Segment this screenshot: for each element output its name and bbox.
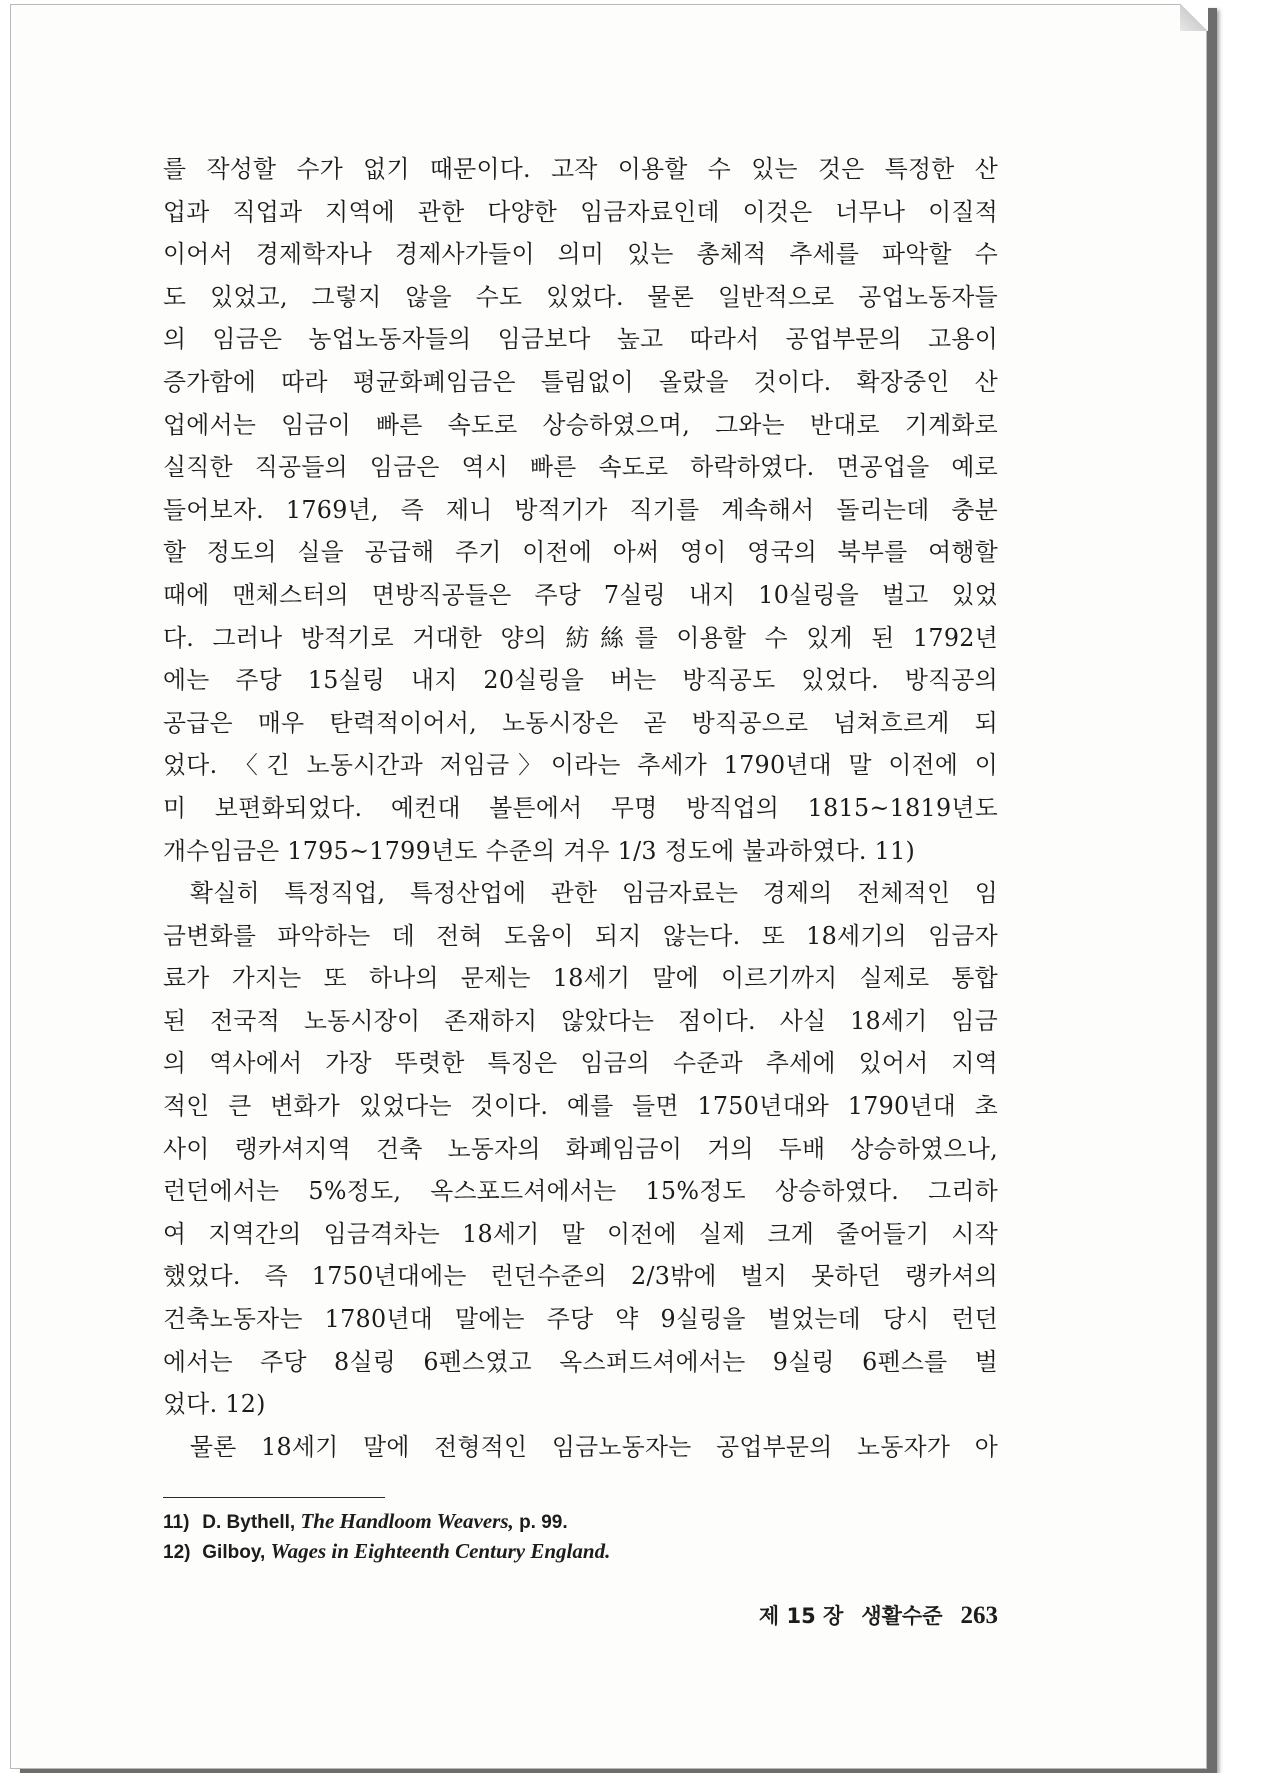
text-line: 를 작성할 수가 없기 때문이다. 고작 이용할 수 있는 것은 특정한 산 <box>163 155 998 183</box>
section-label: 생활수준 <box>861 1604 943 1628</box>
text-line: 할 정도의 실을 공급해 주기 이전에 아써 영이 영국의 북부를 여행할 <box>163 538 998 567</box>
footnotes <box>163 1507 998 1567</box>
footnote-page: p. 99. <box>519 1512 568 1533</box>
paragraph-start-line: 물론 18세기 말에 전형적인 임금노동자는 공업부문의 노동자가 아 <box>190 1432 998 1461</box>
text-line: 실직한 직공들의 임금은 역시 빠른 속도로 하락하였다. 면공업을 예로 <box>163 453 998 482</box>
text-line: 된 전국적 노동시장이 존재하지 않았다는 점이다. 사실 18세기 임금 <box>163 1006 998 1035</box>
footnote-11 <box>163 1507 998 1537</box>
text-line: 다. 그러나 방적기로 거대한 양의 紡絲를 이용할 수 있게 된 1792년 <box>163 623 998 652</box>
footnote-12 <box>163 1537 998 1567</box>
text-line: 료가 가지는 또 하나의 문제는 18세기 말에 이르기까지 실제로 통합 <box>163 964 998 993</box>
page-number: 263 <box>960 1602 998 1629</box>
text-line: 었다. 〈긴 노동시간과 저임금〉이라는 추세가 1790년대 말 이전에 이 <box>163 751 998 780</box>
text-line: 했었다. 즉 1750년대에는 런던수준의 2/3밖에 벌지 못하던 랭카셔의 <box>163 1262 998 1291</box>
footnote-title: Wages in Eighteenth Century England. <box>270 1539 611 1563</box>
footnote-divider <box>163 1497 385 1498</box>
text-line: 여 지역간의 임금격차는 18세기 말 이전에 실제 크게 줄어들기 시작 <box>163 1219 998 1248</box>
paragraph-start-line: 확실히 특정직업, 특정산업에 관한 임금자료는 경제의 전체적인 임 <box>190 879 998 908</box>
text-line: 개수임금은 1795~1799년도 수준의 겨우 1/3 정도에 불과하였다. 11) <box>163 836 916 865</box>
text-line: 에는 주당 15실링 내지 20실링을 버는 방직공도 있었다. 방직공의 <box>163 666 998 695</box>
running-footer <box>690 1600 998 1630</box>
footnote-author: Gilboy, <box>202 1542 266 1563</box>
footnote-author: D. Bythell, <box>202 1512 296 1533</box>
footnote-number: 12) <box>163 1542 191 1563</box>
text-line: 미 보편화되었다. 예컨대 볼튼에서 무명 방직업의 1815~1819년도 <box>163 793 998 822</box>
text-line: 사이 랭카셔지역 건축 노동자의 화폐임금이 거의 두배 상승하였으나, <box>163 1134 998 1163</box>
text-line: 들어보자. 1769년, 즉 제니 방적기가 직기를 계속해서 돌리는데 충분 <box>163 495 998 524</box>
text-line: 금변화를 파악하는 데 전혀 도움이 되지 않는다. 또 18세기의 임금자 <box>163 921 998 950</box>
text-line: 의 역사에서 가장 뚜렷한 특징은 임금의 수준과 추세에 있어서 지역 <box>163 1049 998 1078</box>
text-line: 의 임금은 농업노동자들의 임금보다 높고 따라서 공업부문의 고용이 <box>163 325 998 354</box>
text-line: 때에 맨체스터의 면방직공들은 주당 7실링 내지 10실링을 벌고 있었 <box>163 580 998 609</box>
text-line: 건축노동자는 1780년대 말에는 주당 약 9실링을 벌었는데 당시 런던 <box>163 1305 998 1334</box>
text-line: 었다. 12) <box>163 1390 266 1419</box>
text-line: 에서는 주당 8실링 6펜스였고 옥스퍼드셔에서는 9실링 6펜스를 벌 <box>163 1347 998 1376</box>
body-text <box>163 148 998 1468</box>
footnote-title: The Handloom Weavers, <box>300 1509 514 1533</box>
text-line: 적인 큰 변화가 있었다는 것이다. 예를 들면 1750년대와 1790년대 초 <box>163 1092 998 1121</box>
text-line: 도 있었고, 그렇지 않을 수도 있었다. 물론 일반적으로 공업노동자들 <box>163 282 998 311</box>
text-line: 업과 직업과 지역에 관한 다양한 임금자료인데 이것은 너무나 이질적 <box>163 197 998 226</box>
text-line: 런던에서는 5%정도, 옥스포드셔에서는 15%정도 상승하였다. 그리하 <box>163 1177 998 1206</box>
text-line: 공급은 매우 탄력적이어서, 노동시장은 곧 방직공으로 넘쳐흐르게 되 <box>163 708 998 737</box>
text-line: 증가함에 따라 평균화폐임금은 틀림없이 올랐을 것이다. 확장중인 산 <box>163 367 998 396</box>
text-line: 이어서 경제학자나 경제사가들이 의미 있는 총체적 추세를 파악할 수 <box>163 240 998 269</box>
footnote-number: 11) <box>163 1512 190 1533</box>
text-line: 업에서는 임금이 빠른 속도로 상승하였으며, 그와는 반대로 기계화로 <box>163 410 998 439</box>
page-curl-corner <box>1180 3 1208 31</box>
chapter-label: 제 15 장 <box>758 1604 844 1628</box>
